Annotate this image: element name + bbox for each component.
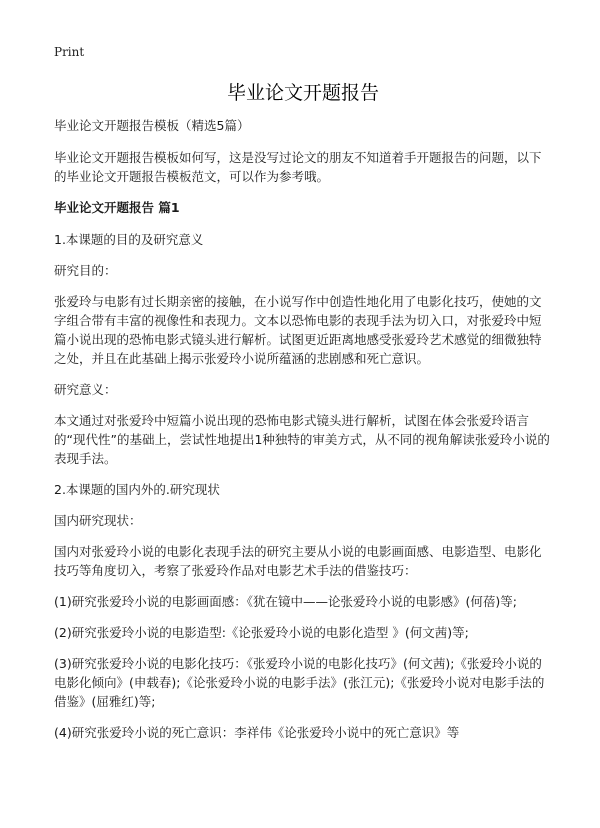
significance-paragraph: 本文通过对张爱玲中短篇小说出现的恐怖电影式镜头进行解析，试图在体会张爱玲语言的“现代性”的基础上，尝试性地提出1种独特的审美方式，从不同的视角解读张爱玲小说的表现手法。 — [54, 413, 550, 466]
print-link[interactable]: Print — [54, 45, 85, 59]
research-point-3: (3)研究张爱玲小说的电影化技巧：《张爱玲小说的电影化技巧》(何文茜);《张爱玲小说的电影化倾向》(申载春);《论张爱玲小说的电影手法》(张江元);《张爱玲小说对电影手法的借鉴》(屈雅红)等; — [54, 656, 545, 709]
item1-heading: 1.本课题的目的及研究意义 — [54, 232, 204, 247]
purpose-label: 研究目的： — [54, 263, 117, 278]
section-heading: 毕业论文开题报告 篇1 — [54, 200, 180, 215]
document-title: 毕业论文开题报告 — [226, 82, 379, 104]
purpose-paragraph: 张爱玲与电影有过长期亲密的接触，在小说写作中创造性地化用了电影化技巧，使她的文字组合带有丰富的视像性和表现力。文本以恐怖电影的表现手法为切入口，对张爱玲中短篇小说出现的恐怖电影式镜头进行解析。试图更近距离地感受张爱玲艺术感觉的细微独特之处，并且在此基础上揭示张爱玲小说所蕴涵的悲剧感和死亡意识。 — [54, 294, 542, 366]
domestic-paragraph: 国内对张爱玲小说的电影化表现手法的研究主要从小说的电影画面感、电影造型、电影化技巧等角度切入，考察了张爱玲作品对电影艺术手法的借鉴技巧： — [54, 544, 542, 578]
document-subtitle: 毕业论文开题报告模板（精选5篇） — [54, 118, 250, 133]
domestic-label: 国内研究现状： — [54, 513, 142, 528]
significance-label: 研究意义： — [54, 382, 117, 397]
research-point-4: (4)研究张爱玲小说的死亡意识：李祥伟《论张爱玲小说中的死亡意识》等 — [54, 725, 460, 740]
research-point-2: (2)研究张爱玲小说的电影造型:《论张爱玲小说的电影化造型 》(何文茜)等; — [54, 625, 469, 640]
research-point-1: (1)研究张爱玲小说的电影画面感：《犹在镜中——论张爱玲小说的电影感》(何蓓)等; — [54, 594, 517, 609]
item2-heading: 2.本课题的国内外的.研究现状 — [54, 482, 220, 497]
intro-paragraph: 毕业论文开题报告模板如何写，这是没写过论文的朋友不知道着手开题报告的问题，以下的毕业论文开题报告模板范文，可以作为参考哦。 — [54, 150, 542, 184]
